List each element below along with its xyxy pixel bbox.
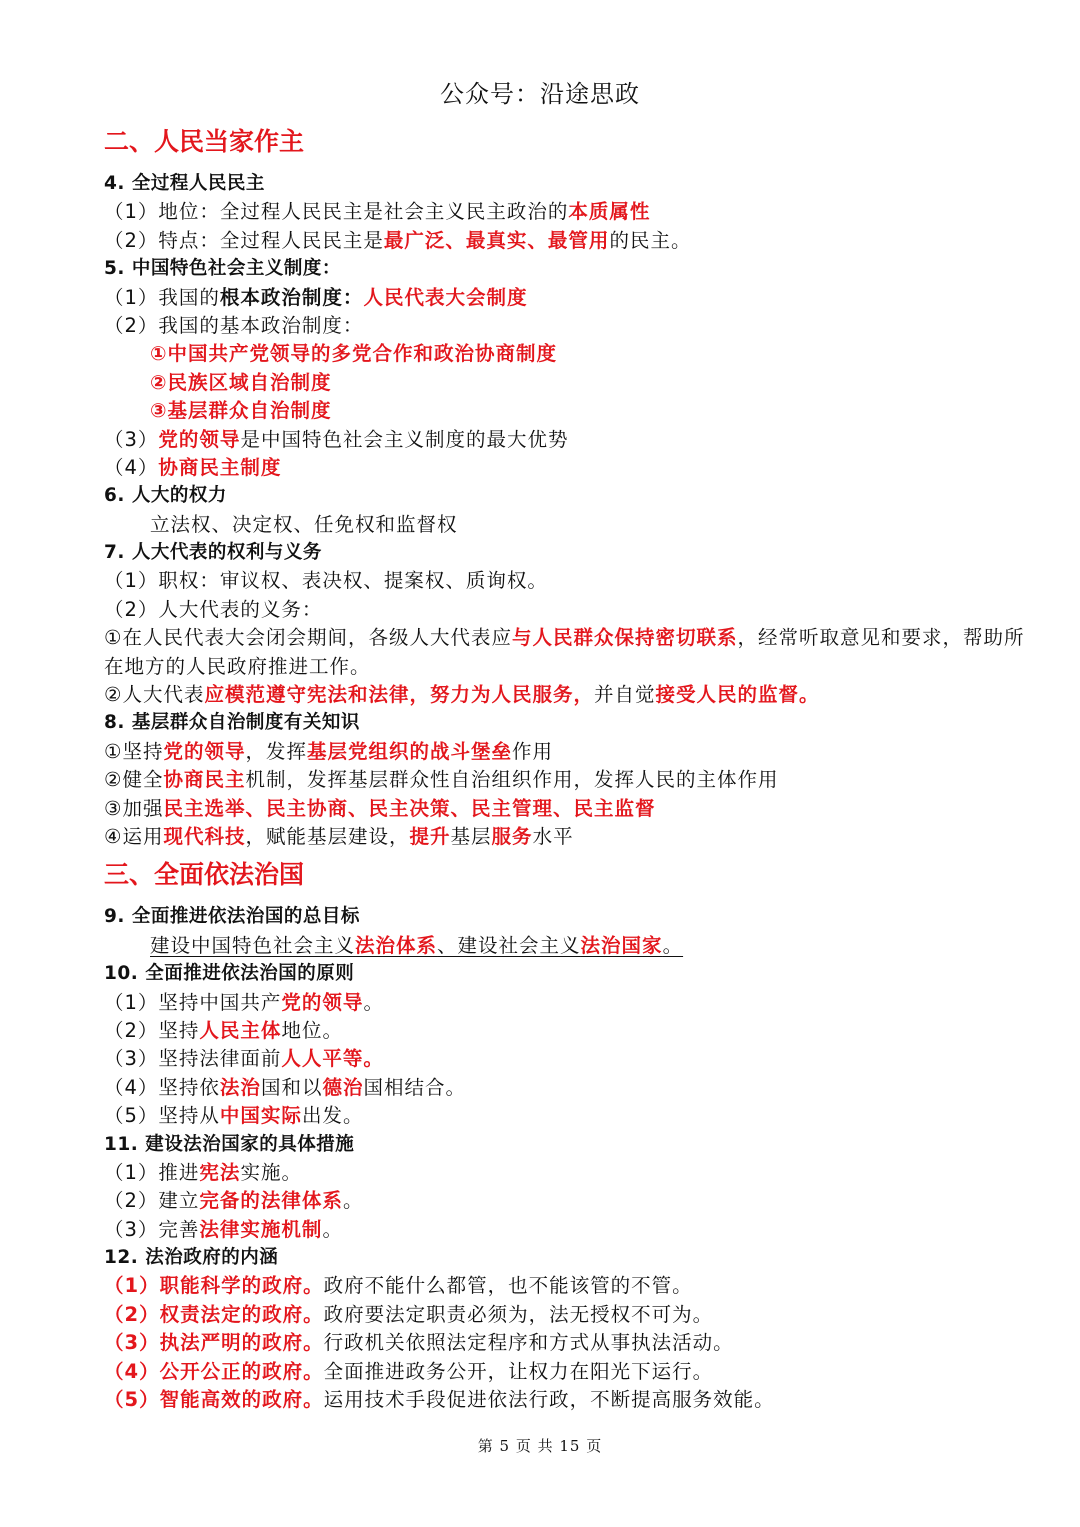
q5-sub-2: ②民族区域自治制度 — [150, 370, 332, 394]
item-heading-8: 8. 基层群众自治制度有关知识 — [104, 712, 360, 734]
q5-sub-3: ③基层群众自治制度 — [150, 399, 332, 423]
q9-line-1: 建设中国特色社会主义法治体系、建设社会主义法治国家。 — [150, 933, 684, 957]
q12-item-1: （1）职能科学的政府。政府不能什么都管，也不能该管的不管。 — [104, 1274, 693, 1298]
section-title-people: 二、人民当家作主 — [104, 127, 305, 156]
q5-sub-1: ①中国共产党领导的多党合作和政治协商制度 — [150, 342, 558, 366]
q4-line-2: （2）特点：全过程人民民主是最广泛、最真实、最管用的民主。 — [104, 228, 692, 252]
item-heading-4: 4. 全过程人民民主 — [104, 173, 265, 194]
q4-line-1: （1）地位：全过程人民民主是社会主义民主政治的本质属性 — [104, 200, 651, 224]
item-heading-11: 11. 建设法治国家的具体措施 — [104, 1133, 355, 1155]
q8-line-3: ③加强民主选举、民主协商、民主决策、民主管理、民主监督 — [104, 796, 656, 820]
q7-line-1: （1）职权：审议权、表决权、提案权、质询权。 — [104, 569, 548, 593]
q12-item-4: （4）公开公正的政府。全面推进政务公开，让权力在阳光下运行。 — [104, 1359, 714, 1383]
page-footer: 第 5 页 共 15 页 — [477, 1437, 603, 1455]
q6-line-1: 立法权、决定权、任免权和监督权 — [150, 512, 458, 536]
item-heading-7: 7. 人大代表的权利与义务 — [104, 542, 322, 564]
q10-line-3: （3）坚持法律面前人人平等。 — [104, 1047, 384, 1071]
q10-line-4: （4）坚持依法治国和以德治国相结合。 — [104, 1075, 466, 1099]
q5-line-2: （2）我国的基本政治制度： — [104, 313, 364, 337]
q7-line-2: （2）人大代表的义务： — [104, 597, 323, 621]
item-heading-6: 6. 人大的权力 — [104, 485, 227, 507]
item-heading-10: 10. 全面推进依法治国的原则 — [104, 963, 355, 985]
q8-line-2: ②健全协商民主机制，发挥基层群众性自治组织作用，发挥人民的主体作用 — [104, 768, 779, 792]
q7-line-4: ②人大代表应模范遵守宪法和法律，努力为人民服务，并自觉接受人民的监督。 — [104, 683, 820, 707]
q10-line-1: （1）坚持中国共产党的领导。 — [104, 990, 384, 1014]
item-heading-5: 5. 中国特色社会主义制度： — [104, 258, 341, 280]
q5-line-3: （3）党的领导是中国特色社会主义制度的最大优势 — [104, 427, 569, 451]
q11-line-3: （3）完善法律实施机制。 — [104, 1217, 343, 1241]
item-heading-9: 9. 全面推进依法治国的总目标 — [104, 906, 360, 928]
q8-line-1: ①坚持党的领导，发挥基层党组织的战斗堡垒作用 — [104, 739, 554, 763]
page-header: 公众号：沿途思政 — [440, 80, 640, 108]
q8-line-4: ④运用现代科技，赋能基层建设，提升基层服务水平 — [104, 825, 574, 849]
q7-line-3: ①在人民代表大会闭会期间，各级人大代表应与人民群众保持密切联系，经常听取意见和要求，帮助所在地方的人民政府推进工作。 — [104, 626, 1025, 678]
q10-line-5: （5）坚持从中国实际出发。 — [104, 1104, 364, 1128]
q5-line-1: （1）我国的根本政治制度：人民代表大会制度 — [104, 285, 528, 309]
item-heading-12: 12. 法治政府的内涵 — [104, 1247, 279, 1269]
q11-line-1: （1）推进宪法实施。 — [104, 1160, 302, 1184]
q10-line-2: （2）坚持人民主体地位。 — [104, 1018, 343, 1042]
q12-item-2: （2）权责法定的政府。政府要法定职责必须为，法无授权不可为。 — [104, 1302, 714, 1326]
document-body — [104, 122, 1034, 1414]
q12-item-5: （5）智能高效的政府。运用技术手段促进依法行政，不断提高服务效能。 — [104, 1388, 775, 1412]
q11-line-2: （2）建立完备的法律体系。 — [104, 1189, 364, 1213]
q5-line-4: （4）协商民主制度 — [104, 455, 282, 479]
q12-item-3: （3）执法严明的政府。行政机关依照法定程序和方式从事执法活动。 — [104, 1331, 734, 1355]
section-title-rule-of-law: 三、全面依法治国 — [104, 860, 305, 890]
